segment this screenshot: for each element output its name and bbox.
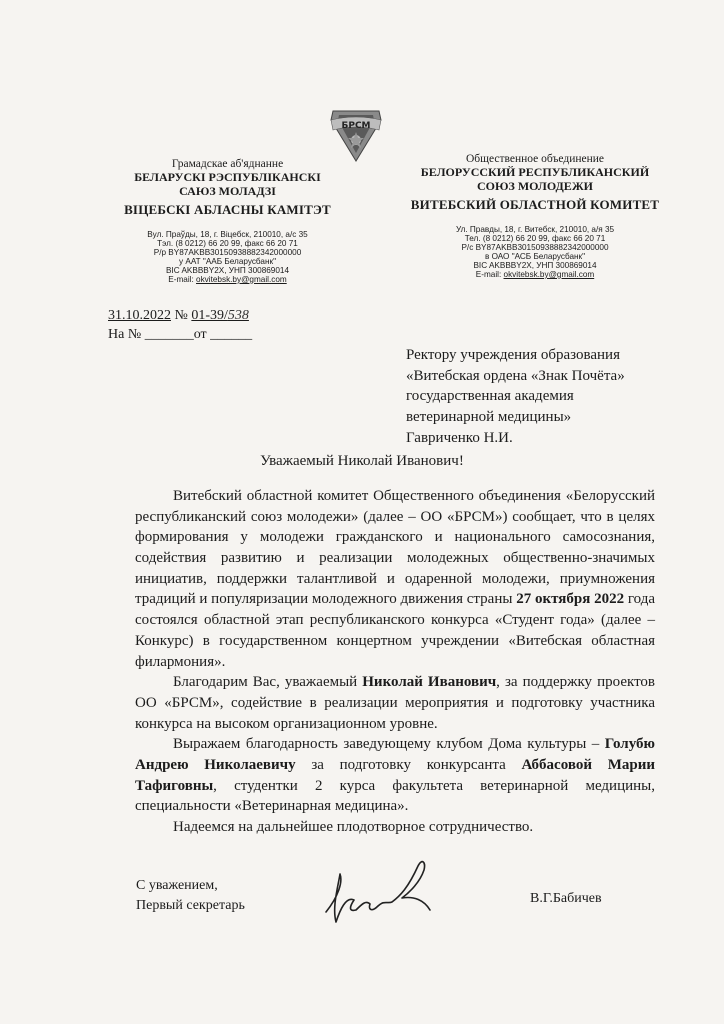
email-link[interactable]: okvitebsk.by@gmail.com <box>503 269 595 279</box>
org-name-line-1: БЕЛАРУСКІ РЭСПУБЛІКАНСКІ <box>134 170 321 185</box>
org-name-line-1: БЕЛОРУССКИЙ РЕСПУБЛИКАНСКИЙ <box>420 165 650 180</box>
handwritten-number: 538 <box>227 308 249 323</box>
paragraph: Благодарим Вас, уважаемый Николай Иванович, за поддержку проектов ОО «БРСМ», содействие в реализации мероприятия и подготовку участника конкурса на высоком организационном уровне. <box>135 674 656 732</box>
org-type: Грамадскае аб'яднанне <box>171 158 284 170</box>
reply-reference: На № _______от ______ <box>108 327 253 342</box>
greeting: Уважаемый Николай Иванович! <box>260 453 464 469</box>
address-block: Вул. Праўды, 18, г. Віцебск, 210010, а/с 35 Тэл. (8 0212) 66 20 99, факс 66 20 71 Р/р BY87AKBB30150938882342000000 у ААТ "ААБ Беларусбанк" BIC AKBBBY2X, УНП 300869014 E-mail: okvitebsk.by@gmail.com <box>147 229 308 284</box>
committee-name: ВИТЕБСКИЙ ОБЛАСТНОЙ КОМИТЕТ <box>410 196 660 212</box>
signature <box>318 852 438 932</box>
paragraph: Витебский областной комитет Общественного объединения «Белорусский республиканский союз молодежи» (далее – ОО «БРСМ») сообщает, что в целях формирования у молодежи гражданского и национального самосознания, содействия развитию и реализации молодежных общественно-значимых инициатив, поддержки талантливой и одаренной молодежи, приумножения традиций и популяризации молодежного движения страны 27 октября 2022 года состоялся областной этап республиканского конкурса «Студент года» (далее – Конкурс) в государственном концертном учреждении «Витебская областная филармония». <box>135 488 656 670</box>
email-link[interactable]: okvitebsk.by@gmail.com <box>196 274 287 284</box>
letter-body <box>135 486 655 838</box>
brsm-emblem-icon <box>327 108 385 164</box>
signer-name: В.Г.Бабичев <box>530 891 602 906</box>
org-name-line-2: СОЮЗ МОЛОДЕЖИ <box>476 179 594 194</box>
committee-name: ВІЦЕБСКІ АБЛАСНЫ КАМІТЭТ <box>124 201 331 217</box>
paragraph: Выражаем благодарность заведующему клубом Дома культуры – Голубю Андрею Николаевичу за подготовку конкурсанта Аббасовой Марии Тафиговны, студентки 2 курса факультета ветеринарной медицины, специальности «Ветеринарная медицина». <box>135 736 655 815</box>
registration-number: 31.10.2022 № 01-39/538 <box>108 308 249 323</box>
letter-date: 31.10.2022 <box>108 308 171 323</box>
header-left <box>100 158 355 284</box>
recipient-block: Ректору учреждения образования «Витебская ордена «Знак Почёта» государственная академия ветеринарной медицины» Гавриченко Н.И. <box>406 347 625 446</box>
org-type: Общественное объединение <box>465 153 605 165</box>
closing-block: С уважением, Первый секретарь <box>136 878 245 913</box>
paragraph: Надеемся на дальнейшее плодотворное сотрудничество. <box>173 819 534 835</box>
header-right <box>385 153 685 279</box>
org-name-line-2: САЮЗ МОЛАДЗІ <box>179 184 276 199</box>
svg-text:БРСМ: БРСМ <box>341 121 371 131</box>
address-block: Ул. Правды, 18, г. Витебск, 210010, а/я 35 Тел. (8 0212) 66 20 99, факс 66 20 71 Р/с BY87AKBB30150938882342000000 в ОАО "АСБ Беларусбанк" BIC AKBBBY2X, УНП 300869014 E-mail: okvitebsk.by@gmail.com <box>455 224 615 279</box>
letter-number: 01-39/ <box>191 308 228 323</box>
